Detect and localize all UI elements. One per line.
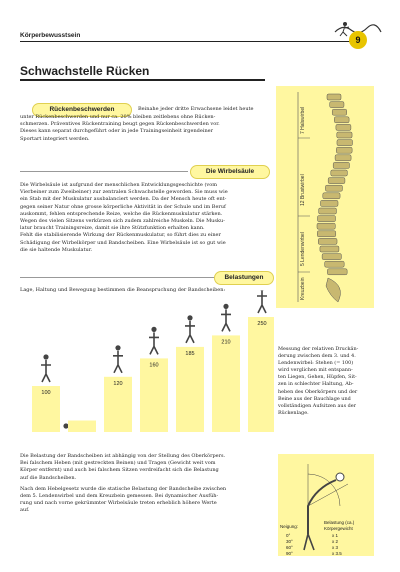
bar-value-label: 250 <box>257 321 267 327</box>
vertebra <box>334 117 349 123</box>
load-value: x 2 <box>332 539 339 544</box>
angle-label: 0° <box>286 533 291 538</box>
text-line: auf die Bandscheiben. <box>20 474 77 481</box>
posture-figure <box>185 315 195 343</box>
text-line: vollständigen Aufsitzen aus der <box>278 402 356 409</box>
vertebra <box>327 94 341 100</box>
vertebra <box>330 102 344 108</box>
posture-figure <box>149 327 159 355</box>
posture-figure <box>221 304 231 332</box>
text-line: dem 5. Lendenwirbel und dem Kreuzbein gemessen. Bei dynamischer Ausfüh- <box>20 493 219 500</box>
vertebra <box>333 162 349 168</box>
section-pill-belastungen: Belastungen <box>214 271 274 285</box>
vertebra <box>327 269 347 275</box>
posture-figure <box>41 354 51 382</box>
bar-value-label: 100 <box>41 390 51 396</box>
lifting-figure <box>278 454 374 556</box>
text-line: Fehlt die stabilisierende Wirkung der Rückenmuskulatur, so führt dies zu einer <box>20 232 221 239</box>
spine-label-lumbar: 5 Lendenwirbel <box>300 232 306 266</box>
text-line: Die Belastung der Bandscheiben ist abhängig von der Stellung des Oberkörpers. <box>20 453 226 459</box>
intro-lead: Beinahe jeder dritte Erwachsene leidet heute <box>138 106 254 112</box>
spine-label-thoracic: 12 Brustwirbel <box>300 174 306 206</box>
vertebra <box>322 254 341 260</box>
section-pill-wirbelsaeule: Die Wirbelsäule <box>190 165 270 179</box>
text-line: rung und nach vorne gekrümmter Wirbelsäule treten erheblich höhere Werte <box>20 500 217 507</box>
vertebra <box>323 193 340 199</box>
section-rule <box>20 171 188 172</box>
lifting-angle-diagram <box>278 454 374 556</box>
bar <box>68 421 96 433</box>
bar-value-label: 120 <box>113 380 123 387</box>
vertebra <box>336 147 352 153</box>
vertebra <box>335 155 351 161</box>
text-line: Lendenwirbel: Stehen (= 100) <box>278 360 354 367</box>
section-rule <box>20 277 216 278</box>
text-line: Rückenlage. <box>278 409 309 416</box>
text-line: schmerzen. Präventives Rückentraining beugt gegen Rückenbeschwerden vor. <box>20 121 220 128</box>
vertebra <box>320 246 339 252</box>
vertebra <box>317 223 335 229</box>
text-line: derung zwischen dem 3. und 4. <box>278 353 356 360</box>
text-line: Körper entfernt) und auch bei falschem Sitzen verdreifacht sich die Belastung <box>20 467 219 474</box>
text-line: Die Wirbelsäule ist aufgrund der menschlichen Entwicklungsgeschichte (vom <box>20 182 217 188</box>
vertebra <box>325 261 344 267</box>
text-line: auf. <box>20 507 30 514</box>
title-rule <box>20 79 265 81</box>
vertebra <box>325 185 342 191</box>
vertebrae-group <box>317 94 352 302</box>
vertebra <box>317 231 336 237</box>
text-line: Beine aus der Bauchlage und <box>278 395 351 402</box>
angle-label: 90° <box>286 551 293 556</box>
bar <box>248 317 274 432</box>
vertebra <box>336 124 351 130</box>
section-title: Körperbewusstsein <box>20 32 81 39</box>
vertebra <box>318 238 337 244</box>
posture-figure <box>113 345 123 373</box>
load-value: x 3.5 <box>332 551 342 556</box>
text-line: Vierbeiner zum Zweibeiner) zur zentralen Schwachstelle geworden. Sie muss wie <box>20 189 228 196</box>
text-line: latur braucht Trainingsreize, damit sie ihre Stützfunktion erhalten kann. <box>20 225 205 232</box>
text-line: Sportart integriert werden. <box>20 135 90 142</box>
vertebra <box>337 132 352 138</box>
text-line: Schädigung der Wirbelkörper und Bandscheiben. Eine Wirbelsäule ist so gut wie <box>20 239 226 246</box>
spine-illustration <box>276 86 374 308</box>
angle-label: 30° <box>286 539 293 544</box>
spine-panel <box>276 86 374 308</box>
posture-figure <box>257 290 267 313</box>
text-line: Messung der relativen Druckän- <box>278 346 359 352</box>
text-line: unter Rückenbeschwerden und nur ca. 20% bleiben zeitlebens ohne Rücken- <box>20 114 216 120</box>
diagram-col-right: Belastung (ca.) <box>324 520 355 525</box>
vertebra <box>331 170 348 176</box>
text-line: Dieses kann separat durchgeführt oder in jede Trainingseinheit irgendeiner <box>20 128 214 135</box>
spine-label-cervical: 7 Halswirbel <box>300 106 306 134</box>
text-line: wird verglichen mit entspann- <box>278 367 353 374</box>
text-line: gegen seiner Natur ohne grosse körperliche Aktivität in der Schule und im Beruf <box>20 203 226 210</box>
vertebra <box>321 200 339 206</box>
bars-group <box>32 317 274 432</box>
disc-pressure-chart <box>20 290 274 440</box>
vertebra <box>317 216 335 222</box>
page-title: Schwachstelle Rücken <box>20 64 150 78</box>
diagram-col-right2: Körpergewicht <box>324 526 353 531</box>
bar-value-label: 160 <box>149 362 159 369</box>
text-line: die sie haltende Muskulatur. <box>20 246 93 253</box>
vertebra <box>319 208 337 214</box>
page-number: 9 <box>349 31 367 49</box>
belastungen-lead: Lage, Haltung und Bewegung bestimmen die Beanspruchung der Bandscheiben: <box>20 287 226 293</box>
measurement-note <box>278 346 374 417</box>
load-value: x 1 <box>332 533 339 538</box>
text-line: Bei falschem Heben (mit gestreckten Beinen) und Tragen (Gewicht weit vom <box>20 460 216 467</box>
bar-value-label: 210 <box>221 339 231 346</box>
spine-label-sacrum: Kreuzbein <box>300 277 306 300</box>
section-pill-rueckenbeschwerden: Rückenbeschwerden <box>32 103 132 117</box>
header-rule <box>20 41 360 42</box>
text-line: auskommt, fehlen entsprechende Reize, welche die Rückenmuskulatur stärken. <box>20 210 223 217</box>
bar <box>140 358 168 432</box>
sacrum <box>326 278 340 302</box>
text-line: zen in schlechter Haltung, Ab- <box>278 381 354 388</box>
text-line: Nach dem Hebelgesetz wurde die statische Belastung der Bandscheibe zwischen <box>20 485 227 492</box>
vertebra <box>332 109 347 115</box>
diagram-col-left: Neigung: <box>280 524 299 529</box>
text-line: Wegen des vielen Sitzens verkürzen sich zudem zahlreiche Muskeln. Die Musku- <box>20 218 225 225</box>
vertebra <box>337 140 353 146</box>
closing-paragraph <box>20 453 272 515</box>
bar <box>176 347 204 432</box>
text-line: ein Stab mit der Muskulatur ausbalanciert werden. Da der Mensch heute oft ent- <box>20 196 227 203</box>
intro-paragraph <box>20 114 272 143</box>
vertebra <box>328 178 345 184</box>
bar-value-label: 185 <box>185 350 195 357</box>
text-line: heben des Oberkörpers und der <box>278 388 358 395</box>
wirbelsaeule-paragraph <box>20 182 272 254</box>
text-line: ten Liegen, Gehen, Hüpfen, Sit- <box>278 374 357 381</box>
angle-label: 60° <box>286 545 293 550</box>
bar <box>212 335 240 432</box>
load-value: x 3 <box>332 545 339 550</box>
